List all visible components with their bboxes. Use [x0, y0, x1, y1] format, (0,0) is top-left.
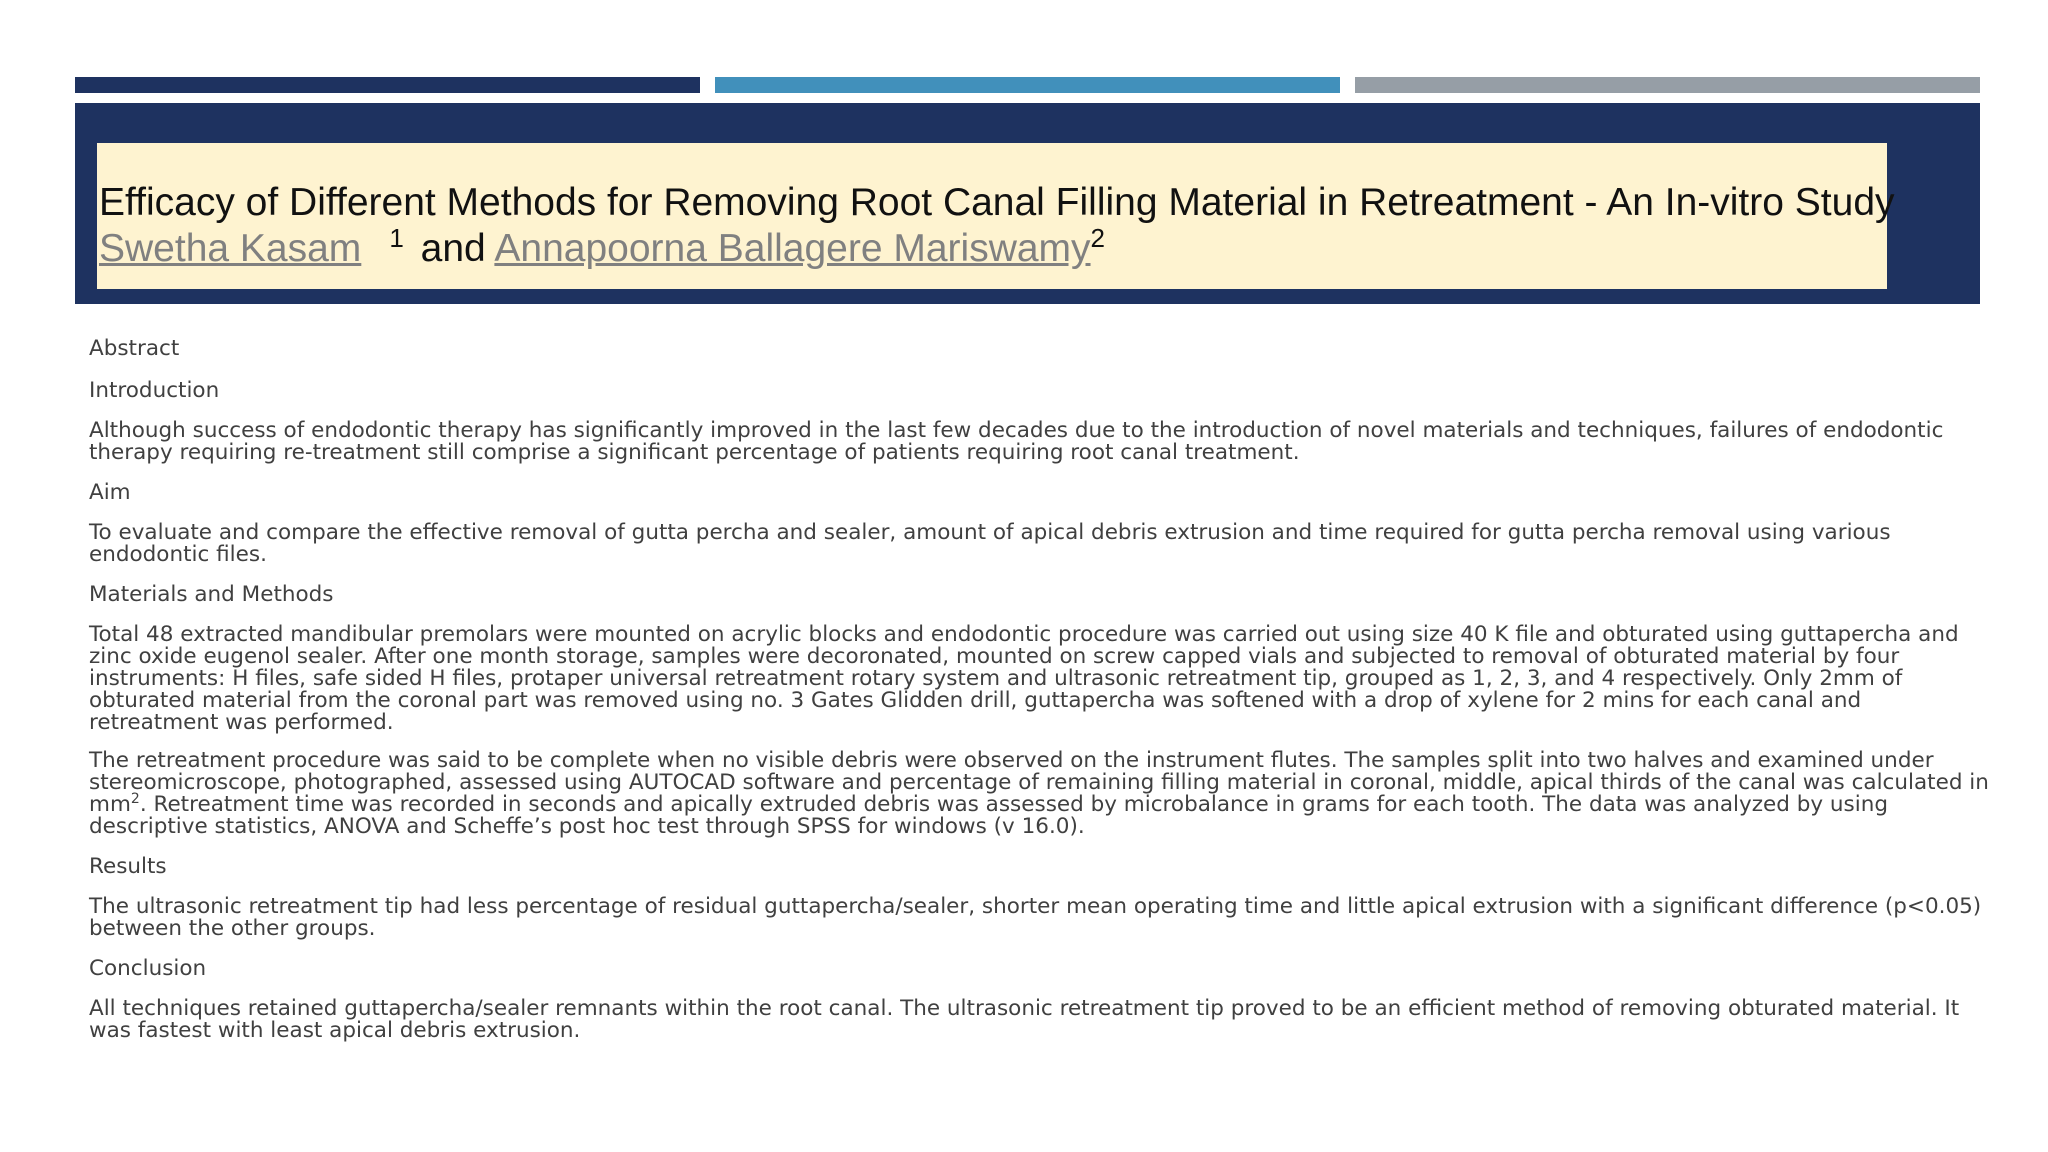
- introduction-heading: Introduction: [89, 378, 220, 403]
- methods-text-2-part-b: . Retreatment time was recorded in seconds and apically extruded debris was assessed by microbalance in grams for each tooth. The data was analyzed by using descriptive statistics, ANOVA and Scheffe’s post hoc test through SPSS for windows (v 16.0).: [89, 792, 1888, 839]
- abstract-body: [89, 336, 1989, 1058]
- methods-heading: Materials and Methods: [89, 582, 334, 607]
- results-heading: Results: [89, 854, 167, 879]
- introduction-text: Although success of endodontic therapy has significantly improved in the last few decades due to the introduction of novel materials and techniques, failures of endodontic therapy requiring re-treatment still comprise a significant percentage of patients requiring root canal treatment.: [89, 418, 1944, 465]
- results-text: The ultrasonic retreatment tip had less percentage of residual guttapercha/sealer, shorter mean operating time and little apical extrusion with a significant difference (p<0.05) between the other groups.: [89, 894, 1982, 941]
- author-affiliation-2: 2: [1090, 223, 1105, 253]
- author-link-2[interactable]: Annapoorna Ballagere Mariswamy: [494, 227, 1091, 270]
- accent-bar-blue: [715, 77, 1340, 93]
- abstract-label: Abstract: [89, 336, 180, 361]
- paper-title: Efficacy of Different Methods for Removing Root Canal Filling Material in Retreatment - An In-vitro Study: [99, 181, 1895, 224]
- conclusion-text: All techniques retained guttapercha/sealer remnants within the root canal. The ultrasonic retreatment tip proved to be an efficient method of removing obturated material. It was fastest with least apical debris extrusion.: [89, 996, 1960, 1043]
- author-affiliation-1: 1: [389, 223, 404, 253]
- methods-text-1: Total 48 extracted mandibular premolars were mounted on acrylic blocks and endodontic procedure was carried out using size 40 K file and obturated using guttapercha and zinc oxide eugenol sealer. After one month storage, samples were decoronated, mounted on screw capped vials and subjected to removal of obturated material by four instruments: H files, safe sided H files, protaper universal retreatment rotary system and ultrasonic retreatment tip, grouped as 1, 2, 3, and 4 respectively. Only 2mm of obturated material from the coronal part was removed using no. 3 Gates Glidden drill, guttapercha was softened with a drop of xylene for 2 mins for each canal and retreatment was performed.: [89, 622, 1959, 735]
- conclusion-heading: Conclusion: [89, 956, 207, 981]
- accent-bar-navy: [75, 77, 700, 93]
- methods-text-2: [89, 750, 1989, 838]
- aim-heading: Aim: [89, 480, 131, 505]
- aim-text: To evaluate and compare the effective removal of gutta percha and sealer, amount of apical debris extrusion and time required for gutta percha removal using various endodontic files.: [89, 520, 1891, 567]
- accent-bar-gray: [1355, 77, 1980, 93]
- authors-line: [99, 223, 1105, 275]
- authors-and: and: [420, 227, 486, 270]
- author-link-1[interactable]: Swetha Kasam: [99, 227, 362, 270]
- methods-text-2-superscript: 2: [130, 790, 140, 807]
- methods-text-2-part-a: The retreatment procedure was said to be complete when no visible debris were observed on the instrument flutes. The samples split into two halves and examined under stereomicroscope, photographed, assessed using AUTOCAD software and percentage of remaining filling material in coronal, middle, apical thirds of the canal was calculated in mm: [89, 748, 1989, 817]
